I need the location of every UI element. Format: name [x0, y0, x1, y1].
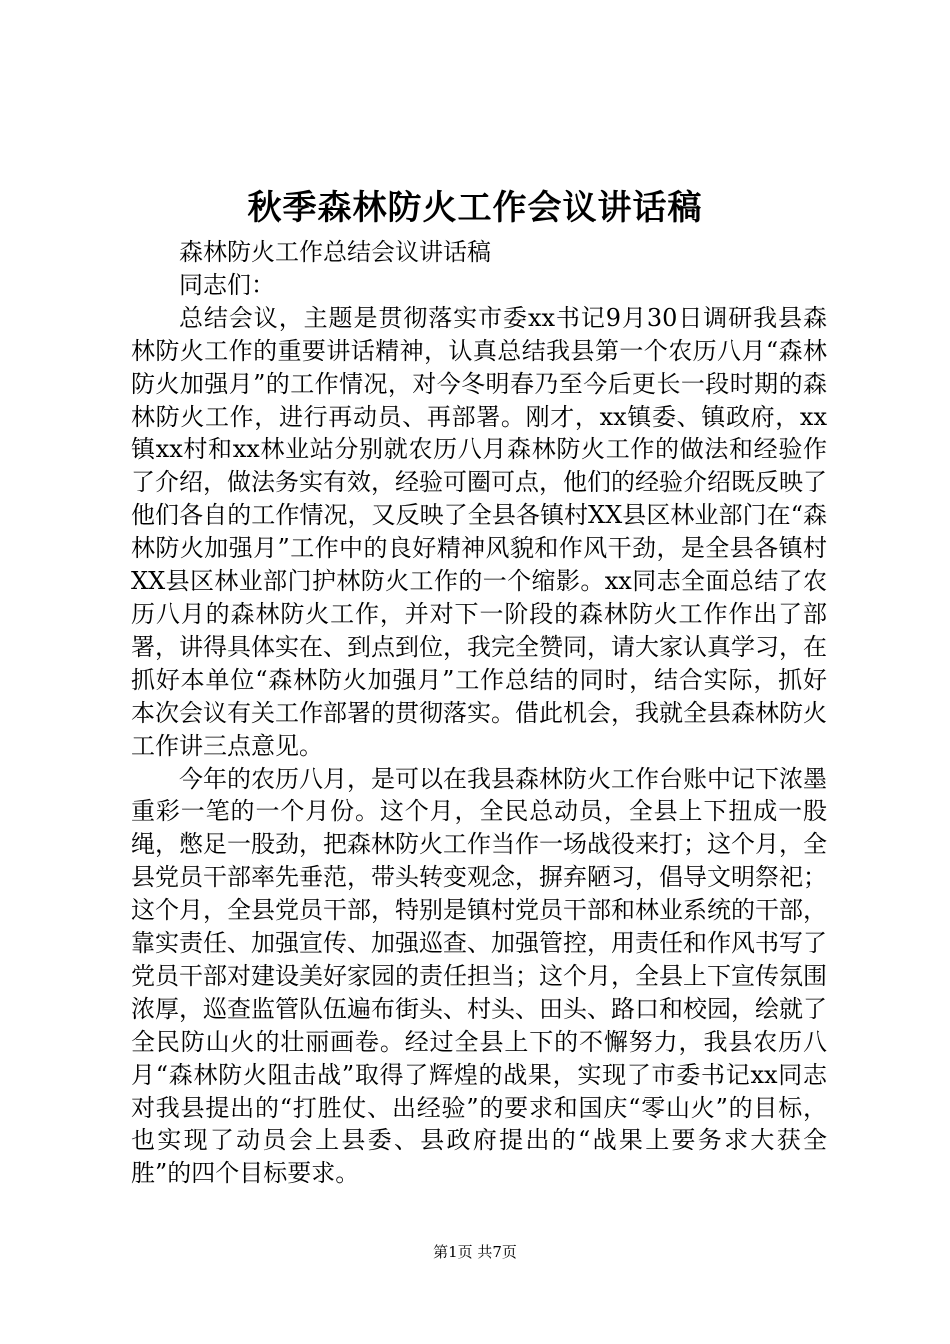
body-paragraph: 总结会议，主题是贯彻落实市委xx书记9月30日调研我县森林防火工作的重要讲话精神，认真总结我县第一个农历八月“森林防火加强月”的工作情况，对今冬明春乃至今后更长一段时期的森林防火工作，进行再动员、再部署。刚才，xx镇委、镇政府，xx镇xx村和xx林业站分别就农历八月森林防火工作的做法和经验作了介绍，做法务实有效，经验可圈可点，他们的经验介绍既反映了他们各自的工作情况，又反映了全县各镇村XX县区林业部门在“森林防火加强月”工作中的良好精神风貌和作风干劲，是全县各镇村XX县区林业部门护林防火工作的一个缩影。xx同志全面总结了农历八月的森林防火工作，并对下一阶段的森林防火工作作出了部署，讲得具体实在、到点到位，我完全赞同，请大家认真学习，在抓好本单位“森林防火加强月”工作总结的同时，结合实际，抓好本次会议有关工作部署的贯彻落实。借此机会，我就全县森林防火工作讲三点意见。 — [131, 303, 827, 760]
body-paragraph: 今年的农历八月，是可以在我县森林防火工作台账中记下浓墨重彩一笔的一个月份。这个月，全民总动员，全县上下扭成一股绳，憋足一股劲，把森林防火工作当作一场战役来打；这个月，全县党员干部率先垂范，带头转变观念，摒弃陋习，倡导文明祭祀；这个月，全县党员干部，特别是镇村党员干部和林业系统的干部，靠实责任、加强宣传、加强巡查、加强管控，用责任和作风书写了党员干部对建设美好家园的责任担当；这个月，全县上下宣传氛围浓厚，巡查监管队伍遍布街头、村头、田头、路口和校园，绘就了全民防山火的壮丽画卷。经过全县上下的不懈努力，我县农历八月“森林防火阻击战”取得了辉煌的战果，实现了市委书记xx同志对我县提出的“打胜仗、出经验”的要求和国庆“零山火”的目标，也实现了动员会上县委、县政府提出的“战果上要务求大获全胜”的四个目标要求。 — [131, 764, 827, 1188]
document-body — [131, 236, 827, 1190]
salutation-line: 同志们： — [179, 270, 275, 299]
subtitle-line: 森林防火工作总结会议讲话稿 — [179, 238, 491, 266]
page-number: 第1页 共7页 — [433, 1243, 517, 1261]
document-title: 秋季森林防火工作会议讲话稿 — [247, 188, 703, 228]
